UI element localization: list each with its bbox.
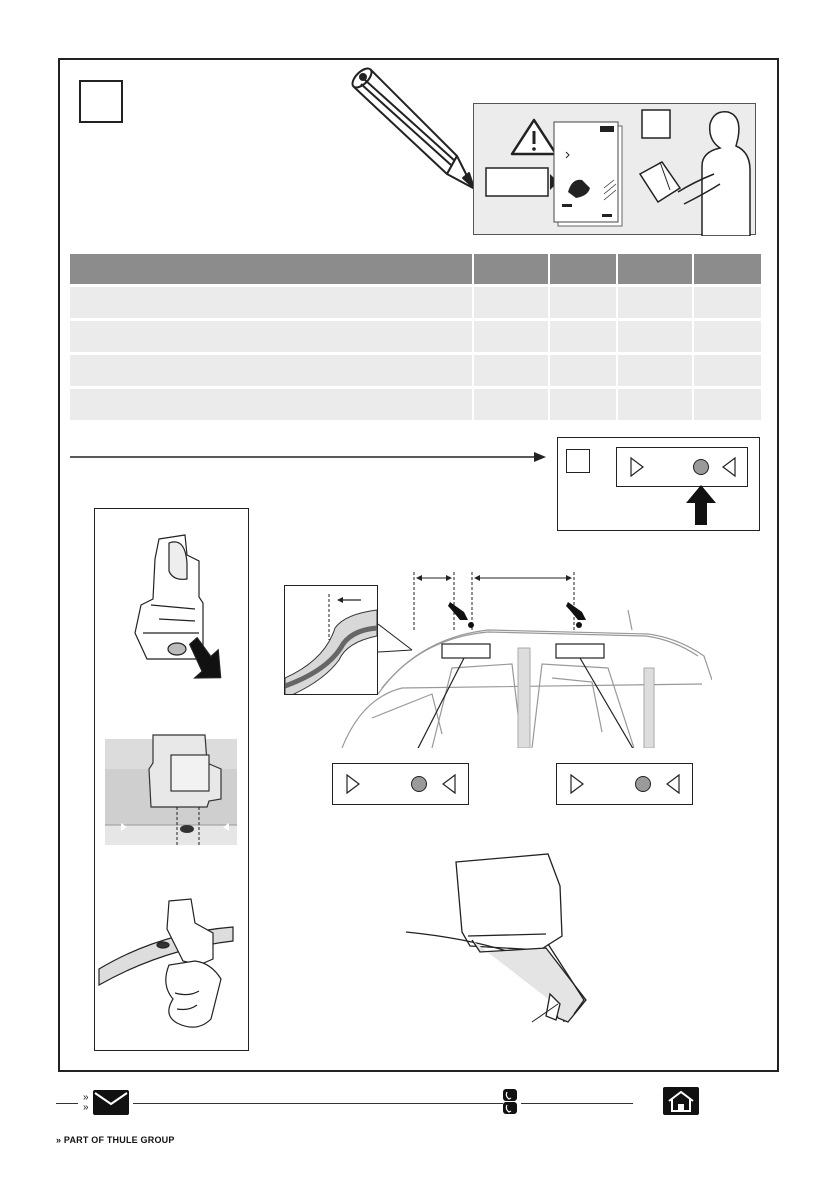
table-row (70, 284, 761, 318)
table-cell (618, 352, 694, 386)
chevron-icon: » (83, 1092, 89, 1103)
spec-header-cell (618, 254, 694, 284)
spec-header-cell (70, 254, 474, 284)
pencil-icon (345, 62, 480, 192)
table-cell (474, 386, 550, 420)
spec-header-cell (694, 254, 761, 284)
table-cell (550, 352, 619, 386)
brand-text: PART OF THULE GROUP (63, 1135, 175, 1145)
foot-install-panel (94, 508, 249, 1051)
foot-install-illustrations (95, 509, 250, 1052)
zoom-inset (284, 585, 378, 695)
detail-label-box (566, 449, 590, 473)
position-indicator (616, 447, 748, 487)
front-foot-position-indicator (332, 763, 469, 805)
phone-icon[interactable] (503, 1089, 517, 1115)
read-manual-illustration (474, 104, 757, 236)
table-cell (70, 352, 474, 386)
home-icon[interactable] (663, 1087, 699, 1115)
table-cell (550, 284, 619, 318)
table-cell (550, 318, 619, 352)
footer-rule (56, 1103, 78, 1104)
bracket-closeup-illustration (400, 852, 600, 1032)
table-cell (550, 386, 619, 420)
chevron-icon: » (56, 1135, 62, 1145)
table-cell (618, 284, 694, 318)
table-cell (618, 318, 694, 352)
warning-triangle-icon (512, 120, 556, 154)
table-row (70, 318, 761, 352)
spec-header-cell (550, 254, 619, 284)
spec-table (70, 254, 761, 420)
arrow-icon (68, 450, 548, 464)
table-cell (474, 352, 550, 386)
spec-table-header (70, 254, 761, 284)
up-arrow-icon (686, 485, 716, 527)
rear-foot-position-indicator (556, 763, 693, 805)
read-instructions-panel (473, 103, 756, 235)
table-cell (70, 284, 474, 318)
step-number-box (79, 80, 123, 123)
table-cell (474, 318, 550, 352)
footer-chevrons (83, 1093, 89, 1113)
table-row (70, 386, 761, 420)
table-cell (70, 318, 474, 352)
table-cell (694, 318, 761, 352)
footer-rule (521, 1103, 633, 1104)
table-cell (694, 284, 761, 318)
zoom-pointer (376, 620, 416, 654)
position-detail-box (557, 437, 760, 531)
table-row (70, 352, 761, 386)
spec-header-cell (474, 254, 550, 284)
table-cell (694, 352, 761, 386)
table-cell (474, 284, 550, 318)
table-cell (70, 386, 474, 420)
table-cell (694, 386, 761, 420)
brand-footer (56, 1135, 175, 1145)
mail-icon[interactable] (93, 1090, 129, 1115)
table-cell (618, 386, 694, 420)
chevron-icon: » (83, 1102, 89, 1113)
footer-rule (133, 1103, 503, 1104)
